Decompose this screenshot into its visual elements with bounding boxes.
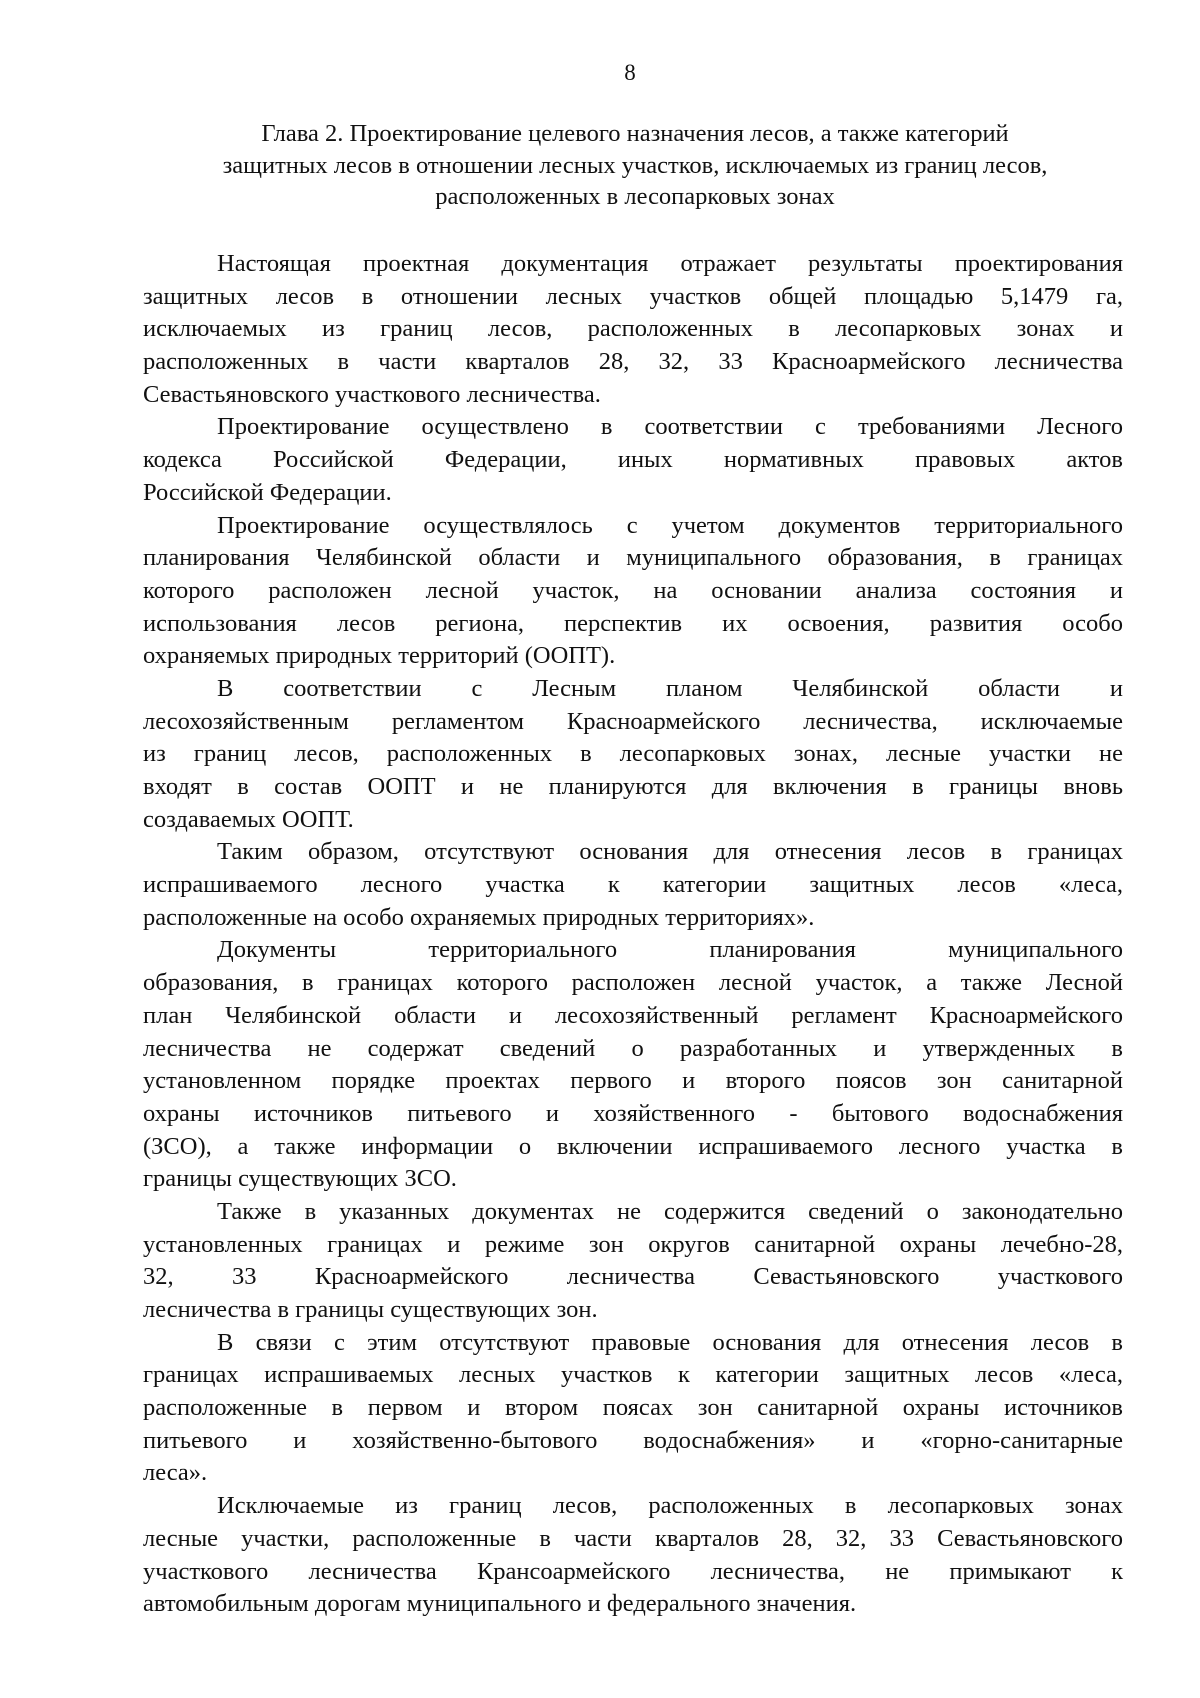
paragraph-line: защитных лесов в отношении лесных участков общей площадью 5,1479 га, [143,282,1123,310]
paragraph [143,934,1123,1196]
paragraph-line: расположенных в части кварталов 28, 32, 33 Красноармейского лесничества [143,348,1123,376]
paragraph-line: автомобильным дорогам муниципального и федерального значения. [143,1590,857,1618]
body-text [143,248,1123,1621]
paragraph-line: охраны источников питьевого и хозяйственного - бытового водоснабжения [143,1099,1123,1127]
paragraph-line: Проектирование осуществлялось с учетом документов территориального [217,511,1123,539]
paragraph-line: участкового лесничества Крансоармейского лесничества, не примыкают к [143,1557,1123,1585]
paragraph-line: установленных границах и режиме зон округов санитарной охраны лечебно-28, [143,1230,1123,1258]
paragraph [143,1490,1123,1621]
paragraph-line: Настоящая проектная документация отражает результаты проектирования [217,250,1123,277]
chapter-title-line: Глава 2. Проектирование целевого назначения лесов, а также категорий [261,120,1009,147]
paragraph-line: Также в указанных документах не содержится сведений о законодательно [217,1197,1123,1225]
paragraph [143,1327,1123,1490]
paragraph-line: границы существующих ЗСО. [143,1165,457,1193]
paragraph-line: леса». [143,1459,208,1487]
paragraph-line: Таким образом, отсутствуют основания для отнесения лесов в границах [217,838,1123,866]
paragraph [143,510,1123,673]
paragraph-line: установленном порядке проектах первого и второго поясов зон санитарной [143,1067,1123,1095]
paragraph-line: лесные участки, расположенные в части кварталов 28, 32, 33 Севастьяновского [143,1524,1123,1552]
paragraph-line: В соответствии с Лесным планом Челябинской области и [217,674,1123,702]
paragraph-line: Севастьяновского участкового лесничества. [143,380,601,408]
paragraph-line: В связи с этим отсутствуют правовые основания для отнесения лесов в [217,1328,1123,1356]
paragraph-line: исключаемых из границ лесов, расположенных в лесопарковых зонах и [143,315,1123,343]
paragraph-line: Документы территориального планирования муниципального [217,936,1123,964]
paragraph-line: лесохозяйственным регламентом Красноармейского лесничества, исключаемые [143,707,1123,735]
paragraph-line: Проектирование осуществлено в соответствии с требованиями Лесного [217,413,1123,441]
paragraph-line: Исключаемые из границ лесов, расположенных в лесопарковых зонах [217,1492,1123,1520]
paragraph [143,248,1123,411]
paragraph-line: которого расположен лесной участок, на основании анализа состояния и [143,576,1123,604]
paragraph-line: охраняемых природных территорий (ООПТ). [143,642,616,670]
chapter-title-line: защитных лесов в отношении лесных участков, исключаемых из границ лесов, [222,151,1048,179]
paragraph-line: образования, в границах которого расположен лесной участок, а также Лесной [143,969,1123,997]
paragraph-line: 32, 33 Красноармейского лесничества Севастьяновского участкового [143,1263,1123,1291]
paragraph [143,411,1123,509]
paragraph-line: границах испрашиваемых лесных участков к категории защитных лесов «леса, [143,1361,1123,1389]
paragraph-line: план Челябинской области и лесохозяйственный регламент Красноармейского [143,1001,1123,1029]
paragraph [143,836,1123,934]
page-number: 8 [624,60,636,85]
chapter-title [140,118,1130,213]
paragraph-line: расположенные на особо охраняемых природных территориях». [143,903,815,931]
paragraph-line: входят в состав ООПТ и не планируются для включения в границы вновь [143,773,1123,800]
paragraph [143,1196,1123,1327]
paragraph-line: планирования Челябинской области и муниципального образования, в границах [143,544,1123,572]
paragraph-line: из границ лесов, расположенных в лесопарковых зонах, лесные участки не [143,740,1123,768]
paragraph-line: создаваемых ООПТ. [143,805,354,833]
paragraph-line: питьевого и хозяйственно-бытового водоснабжения» и «горно-санитарные [143,1426,1123,1454]
paragraph-line: (ЗСО), а также информации о включении испрашиваемого лесного участка в [143,1132,1123,1160]
paragraph-line: использования лесов региона, перспектив их освоения, развития особо [143,609,1123,637]
paragraph-line: лесничества в границы существующих зон. [143,1296,598,1323]
paragraph-line: испрашиваемого лесного участка к категории защитных лесов «леса, [143,871,1123,899]
paragraph-line: кодекса Российской Федерации, иных нормативных правовых актов [143,446,1123,474]
paragraph-line: Российской Федерации. [143,478,392,506]
paragraph-line: лесничества не содержат сведений о разработанных и утвержденных в [143,1034,1123,1062]
paragraph-line: расположенные в первом и втором поясах зон санитарной охраны источников [143,1394,1123,1422]
chapter-title-line: расположенных в лесопарковых зонах [435,183,835,210]
paragraph [143,673,1123,836]
